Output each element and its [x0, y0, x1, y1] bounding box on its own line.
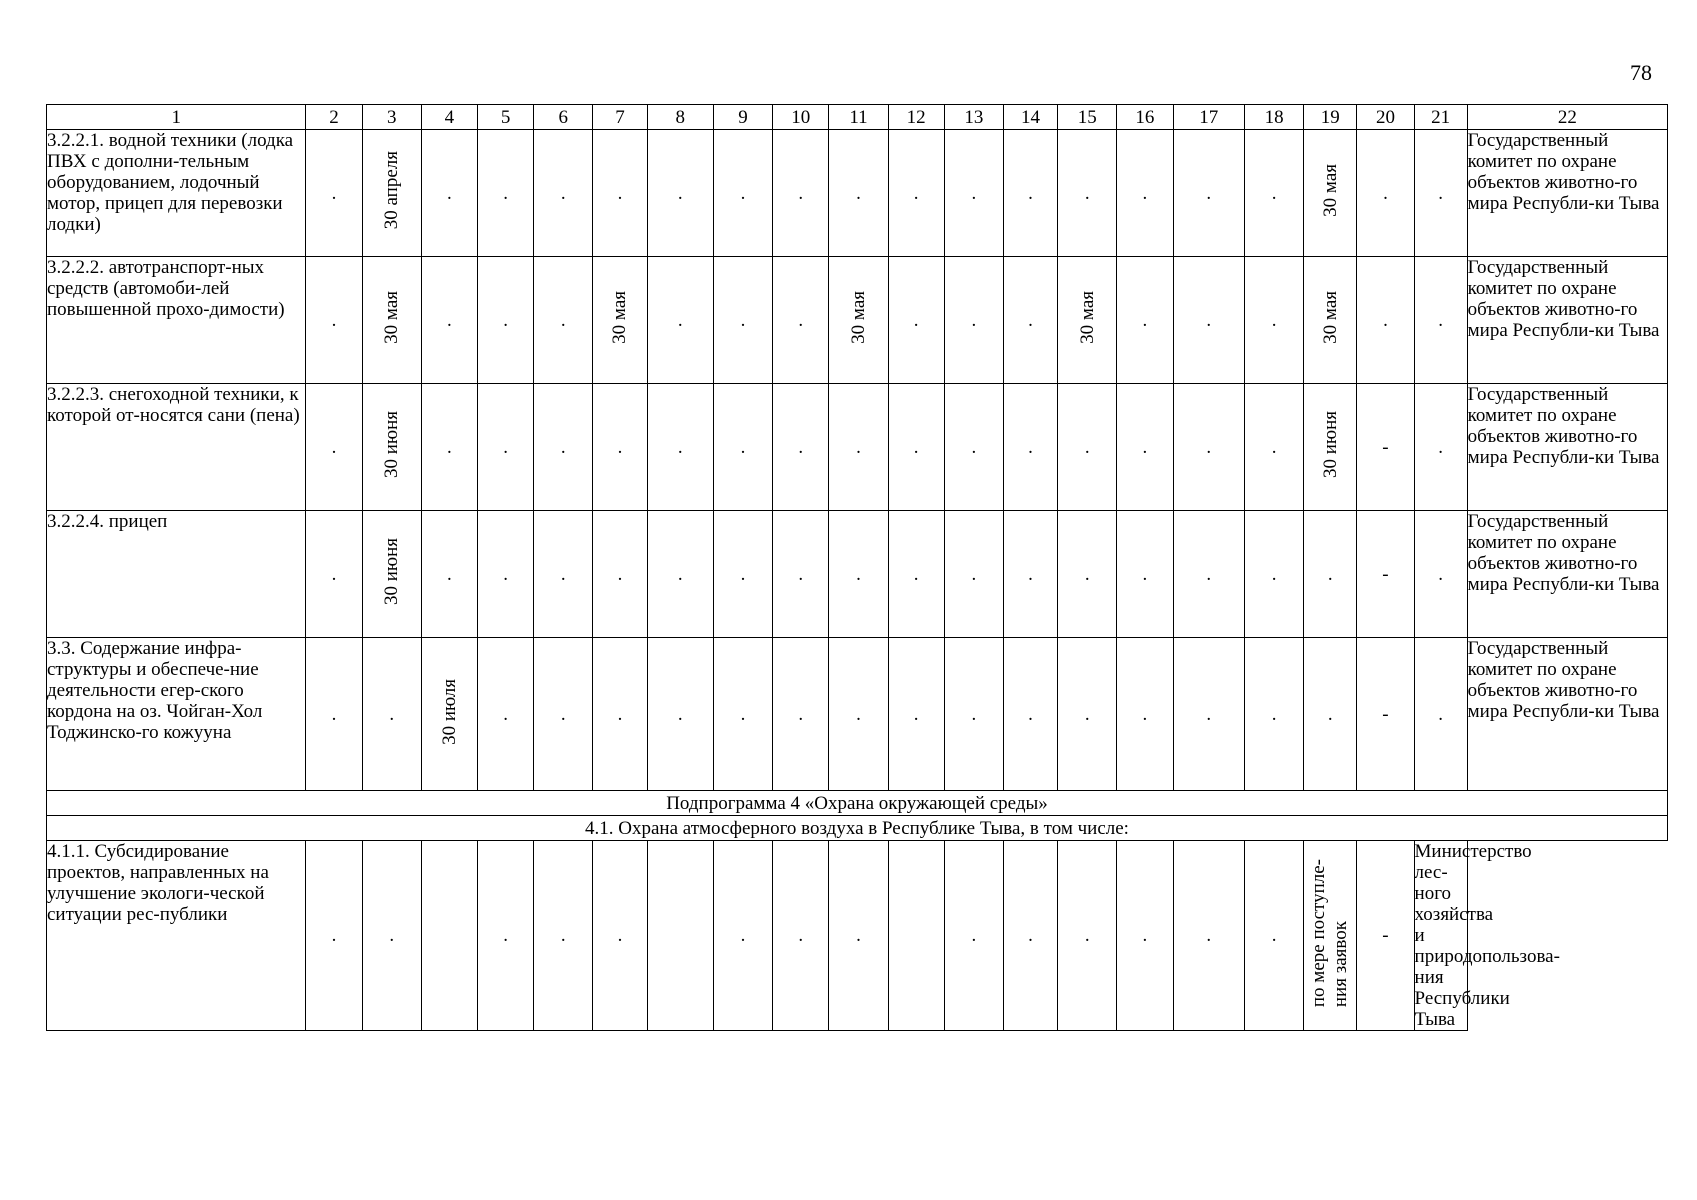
mark-cell: .: [478, 841, 534, 1031]
mark-cell: .: [534, 257, 593, 384]
responsible-executor: Государственный комитет по охране объектов животно-го мира Республи-ки Тыва: [1467, 638, 1667, 791]
mark-cell: -: [1357, 384, 1414, 511]
mark-cell: .: [647, 130, 713, 257]
mark-cell: .: [944, 257, 1003, 384]
mark-cell: .: [829, 384, 888, 511]
header-cell: 21: [1414, 105, 1467, 130]
mark-cell: .: [1414, 638, 1467, 791]
header-cell: 8: [647, 105, 713, 130]
date-cell: [1058, 257, 1117, 384]
section-heading: 4.1. Охрана атмосферного воздуха в Республике Тыва, в том числе:: [47, 816, 1668, 841]
responsible-executor: Министерство лес-ного хозяйства и природопользова-ния Республики Тыва: [1414, 841, 1560, 1030]
header-cell: 16: [1117, 105, 1173, 130]
mark-cell: .: [593, 384, 647, 511]
mark-cell: .: [1304, 638, 1357, 791]
header-cell: 1: [47, 105, 306, 130]
activity-name: 3.2.2.4. прицеп: [47, 511, 306, 638]
mark-cell: .: [1414, 384, 1467, 511]
mark-cell: .: [829, 511, 888, 638]
mark-cell: .: [1058, 638, 1117, 791]
header-cell: 7: [593, 105, 647, 130]
date-text: 30 мая: [1319, 164, 1341, 217]
date-text: 30 июня: [1319, 410, 1341, 479]
mark-cell: .: [647, 384, 713, 511]
date-cell: [362, 511, 421, 638]
mark-cell: .: [1003, 511, 1057, 638]
mark-cell: .: [1173, 257, 1244, 384]
mark-cell: .: [713, 511, 772, 638]
header-cell: 4: [421, 105, 477, 130]
mark-cell: .: [1357, 130, 1414, 257]
section-row: [47, 791, 1668, 816]
header-cell: 22: [1467, 105, 1667, 130]
mark-cell: .: [1173, 130, 1244, 257]
mark-cell: -: [1357, 511, 1414, 638]
mark-cell: .: [306, 130, 362, 257]
date-text: 30 июня: [381, 410, 403, 479]
mark-cell: .: [1414, 511, 1467, 638]
mark-cell: .: [713, 638, 772, 791]
mark-cell: -: [1357, 841, 1414, 1031]
header-cell: 6: [534, 105, 593, 130]
mark-cell: .: [306, 638, 362, 791]
mark-cell: .: [773, 384, 829, 511]
date-cell: [1304, 841, 1357, 1031]
empty-cell: [421, 841, 477, 1031]
responsible-executor: Государственный комитет по охране объектов животно-го мира Республи-ки Тыва: [1467, 130, 1667, 257]
mark-cell: .: [593, 638, 647, 791]
mark-cell: .: [1117, 511, 1173, 638]
mark-cell: .: [888, 638, 944, 791]
mark-cell: .: [647, 638, 713, 791]
mark-cell: .: [478, 511, 534, 638]
date-text: 30 мая: [1319, 291, 1341, 344]
header-cell: 17: [1173, 105, 1244, 130]
header-cell: 2: [306, 105, 362, 130]
mark-cell: .: [944, 511, 1003, 638]
header-cell: 10: [773, 105, 829, 130]
date-cell: [362, 257, 421, 384]
mark-cell: .: [647, 511, 713, 638]
activity-name: 3.2.2.2. автотранспорт-ных средств (автомоби-лей повышенной прохо-димости): [47, 257, 306, 384]
mark-cell: .: [534, 130, 593, 257]
mark-cell: .: [829, 130, 888, 257]
mark-cell: .: [1304, 511, 1357, 638]
header-cell: 9: [713, 105, 772, 130]
mark-cell: .: [1058, 384, 1117, 511]
header-cell: 19: [1304, 105, 1357, 130]
mark-cell: .: [593, 511, 647, 638]
mark-cell: .: [944, 130, 1003, 257]
header-cell: 14: [1003, 105, 1057, 130]
activity-name: 3.2.2.3. снегоходной техники, к которой от-носятся сани (пена): [47, 384, 306, 511]
mark-cell: .: [1003, 130, 1057, 257]
mark-cell: .: [421, 130, 477, 257]
mark-cell: .: [1117, 638, 1173, 791]
mark-cell: .: [1117, 841, 1173, 1031]
header-row: [47, 105, 1668, 130]
mark-cell: .: [1245, 841, 1304, 1031]
table-row: [47, 384, 1668, 511]
mark-cell: .: [773, 130, 829, 257]
mark-cell: .: [478, 384, 534, 511]
mark-cell: .: [1003, 841, 1057, 1031]
empty-cell: [647, 841, 713, 1031]
mark-cell: .: [713, 130, 772, 257]
mark-cell: .: [944, 384, 1003, 511]
mark-cell: .: [478, 638, 534, 791]
mark-cell: .: [1245, 384, 1304, 511]
table-row: [47, 511, 1668, 638]
mark-cell: .: [306, 511, 362, 638]
mark-cell: .: [773, 257, 829, 384]
mark-cell: .: [478, 257, 534, 384]
mark-cell: .: [1117, 257, 1173, 384]
date-cell: [421, 638, 477, 791]
mark-cell: .: [1357, 257, 1414, 384]
mark-cell: .: [647, 257, 713, 384]
mark-cell: .: [534, 511, 593, 638]
mark-cell: .: [829, 638, 888, 791]
date-cell: [362, 130, 421, 257]
date-text: по мере поступле- ния заявок: [1308, 858, 1352, 1008]
section-row: [47, 816, 1668, 841]
date-text: 30 апреля: [381, 151, 403, 230]
header-cell: 12: [888, 105, 944, 130]
table-row: [47, 841, 1668, 1031]
mark-cell: .: [362, 638, 421, 791]
date-text: 30 мая: [1076, 291, 1098, 344]
mark-cell: .: [1245, 130, 1304, 257]
header-cell: 13: [944, 105, 1003, 130]
mark-cell: .: [888, 130, 944, 257]
mark-cell: .: [306, 384, 362, 511]
mark-cell: .: [713, 257, 772, 384]
mark-cell: .: [1173, 638, 1244, 791]
mark-cell: .: [1414, 130, 1467, 257]
mark-cell: .: [1245, 511, 1304, 638]
header-cell: 3: [362, 105, 421, 130]
mark-cell: .: [829, 841, 888, 1031]
page-number: 78: [1630, 60, 1652, 85]
responsible-executor: Государственный комитет по охране объектов животно-го мира Республи-ки Тыва: [1467, 511, 1667, 638]
mark-cell: .: [1173, 384, 1244, 511]
mark-cell: .: [421, 257, 477, 384]
date-text: 30 мая: [847, 291, 869, 344]
date-text: 30 июня: [381, 537, 403, 606]
mark-cell: .: [944, 638, 1003, 791]
mark-cell: .: [713, 841, 772, 1031]
mark-cell: .: [478, 130, 534, 257]
mark-cell: .: [888, 384, 944, 511]
mark-cell: .: [306, 841, 362, 1031]
header-cell: 18: [1245, 105, 1304, 130]
date-cell: [1304, 384, 1357, 511]
mark-cell: .: [944, 841, 1003, 1031]
activity-name: 3.3. Содержание инфра-структуры и обеспече-ние деятельности егер-ского кордона на оз. Чойган-Хол Тоджинско-го кожууна: [47, 638, 306, 791]
mark-cell: .: [1058, 130, 1117, 257]
mark-cell: .: [773, 511, 829, 638]
subprogram-heading: Подпрограмма 4 «Охрана окружающей среды»: [47, 791, 1668, 816]
mark-cell: .: [1117, 130, 1173, 257]
mark-cell: .: [1414, 257, 1467, 384]
table-row: [47, 638, 1668, 791]
mark-cell: .: [1173, 841, 1244, 1031]
mark-cell: .: [1117, 384, 1173, 511]
mark-cell: .: [593, 130, 647, 257]
mark-cell: .: [713, 384, 772, 511]
header-cell: 11: [829, 105, 888, 130]
header-cell: 15: [1058, 105, 1117, 130]
mark-cell: .: [1003, 384, 1057, 511]
mark-cell: .: [773, 841, 829, 1031]
mark-cell: .: [773, 638, 829, 791]
table-row: [47, 130, 1668, 257]
mark-cell: .: [1003, 257, 1057, 384]
mark-cell: .: [1245, 257, 1304, 384]
mark-cell: .: [1245, 638, 1304, 791]
activity-name: 3.2.2.1. водной техники (лодка ПВХ с дополни-тельным оборудованием, лодочный мотор, прицеп для перевозки лодки): [47, 130, 306, 257]
mark-cell: .: [1173, 511, 1244, 638]
date-cell: [1304, 130, 1357, 257]
header-cell: 20: [1357, 105, 1414, 130]
mark-cell: .: [534, 841, 593, 1031]
mark-cell: .: [534, 384, 593, 511]
header-cell: 5: [478, 105, 534, 130]
responsible-executor: Государственный комитет по охране объектов животно-го мира Республи-ки Тыва: [1467, 257, 1667, 384]
mark-cell: .: [421, 384, 477, 511]
date-cell: [362, 384, 421, 511]
activity-name: 4.1.1. Субсидирование проектов, направленных на улучшение экологи-ческой ситуации рес-публики: [47, 841, 306, 1031]
mark-cell: .: [534, 638, 593, 791]
date-text: 30 мая: [381, 291, 403, 344]
mark-cell: .: [1003, 638, 1057, 791]
date-text: 30 июля: [438, 678, 460, 745]
mark-cell: .: [306, 257, 362, 384]
mark-cell: .: [362, 841, 421, 1031]
mark-cell: .: [593, 841, 647, 1031]
date-text: 30 мая: [609, 291, 631, 344]
mark-cell: .: [421, 511, 477, 638]
date-cell: [593, 257, 647, 384]
mark-cell: .: [888, 257, 944, 384]
mark-cell: .: [1058, 511, 1117, 638]
responsible-executor: Государственный комитет по охране объектов животно-го мира Республи-ки Тыва: [1467, 384, 1667, 511]
mark-cell: .: [888, 511, 944, 638]
mark-cell: .: [1058, 841, 1117, 1031]
date-cell: [829, 257, 888, 384]
table-row: [47, 257, 1668, 384]
schedule-table: [46, 104, 1668, 1031]
empty-cell: [888, 841, 944, 1031]
date-cell: [1304, 257, 1357, 384]
mark-cell: -: [1357, 638, 1414, 791]
